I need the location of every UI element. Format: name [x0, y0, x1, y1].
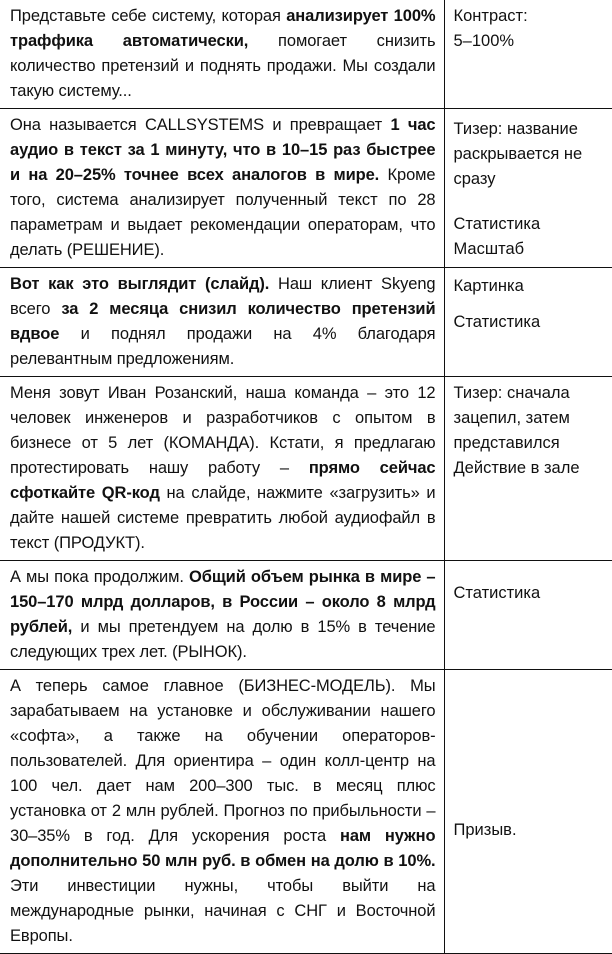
comment-text: Тизер: название раскрывается не сразу [453, 120, 583, 188]
comment-text: Тизер: сначала зацепил, затем представился [453, 384, 570, 452]
comment-text: Контраст: [453, 7, 528, 25]
bold-text: прямо сейчас сфоткайте QR-код [10, 459, 436, 502]
text: А теперь самое главное (БИЗНЕС-МОДЕЛЬ). Мы зарабатываем на установке и обслуживании нашего «софта», а также на обучении операторов-пользователей. Для ориентира – один колл-центр на 100 чел. дает нам 200–300 тыс. в месяц плюс установка от 2 млн рублей. Прогноз по прибыльности – 30–35% в год. Для ускорения роста [10, 677, 436, 845]
text: Она называется CALLSYSTEMS и превращает [10, 116, 391, 134]
table-row [0, 561, 612, 670]
speech-cell [0, 109, 444, 268]
text: А мы пока продолжим. [10, 568, 190, 586]
text: Меня зовут Иван Розанский, наша команда – это 12 человек инженеров и разработчиков с опытом в бизнесе от 5 лет (КОМАНДА). Кстати, я предлагаю протестировать нашу работу – [10, 384, 436, 477]
comment-text: Действие в зале [453, 459, 580, 477]
comment-text: Призыв. [453, 821, 517, 839]
table-row [0, 670, 612, 954]
speech-cell [0, 377, 444, 561]
bold-text: нам нужно дополнительно 50 млн руб. в обмен на долю в 10%. [10, 827, 436, 870]
comment-cell [444, 268, 612, 377]
speech-cell [0, 0, 444, 109]
comment-text: 5–100% [453, 32, 515, 50]
comment-text: Статистика [453, 313, 541, 331]
text: Представьте себе систему, которая [10, 7, 287, 25]
bold-text: Общий объем рынка в мире – 150–170 млрд долларов, в России – около 8 млрд рублей, [10, 568, 436, 636]
text: Эти инвестиции нужны, чтобы выйти на международные рынки, начиная с СНГ и Восточной Европы. [10, 877, 436, 945]
comment-cell [444, 109, 612, 268]
comment-text: Картинка [453, 277, 524, 295]
comment-text: Статистика [453, 215, 541, 233]
comment-cell [444, 377, 612, 561]
text: на слайде, нажмите «загрузить» и дайте нашей системе превратить любой аудиофайл в текст (ПРОДУКТ). [10, 484, 436, 552]
comment-cell [444, 561, 612, 670]
comment-text: Статистика [453, 584, 541, 602]
text: и мы претендуем на долю в 15% в течение следующих трех лет. (РЫНОК). [10, 618, 436, 661]
text: и поднял продажи на 4% благодаря релевантным предложениям. [10, 325, 436, 368]
text: помогает снизить количество претензий и поднять продажи. Мы создали такую систему... [10, 32, 436, 100]
speech-cell [0, 670, 444, 954]
comment-cell [444, 0, 612, 109]
text: Наш клиент Skyeng всего [10, 275, 436, 318]
comment-cell [444, 670, 612, 954]
bold-text: 1 час аудио в текст за 1 минуту, что в 10–15 раз быстрее и на 20–25% точнее всех аналогов в мире. [10, 116, 436, 184]
speech-cell [0, 268, 444, 377]
bold-text: анализирует 100% траффика автоматически, [10, 7, 436, 50]
bold-text: Вот как это выглядит (слайд). [10, 275, 270, 293]
text: Кроме того, система анализирует полученный текст по 28 параметрам и выдает рекомендации операторам, что делать (РЕШЕНИЕ). [10, 166, 436, 259]
table-row [0, 268, 612, 377]
table-row [0, 377, 612, 561]
table-row [0, 0, 612, 109]
table-row [0, 109, 612, 268]
speech-cell [0, 561, 444, 670]
bold-text: за 2 месяца снизил количество претензий вдвое [10, 300, 436, 343]
comment-text: Масштаб [453, 240, 525, 258]
